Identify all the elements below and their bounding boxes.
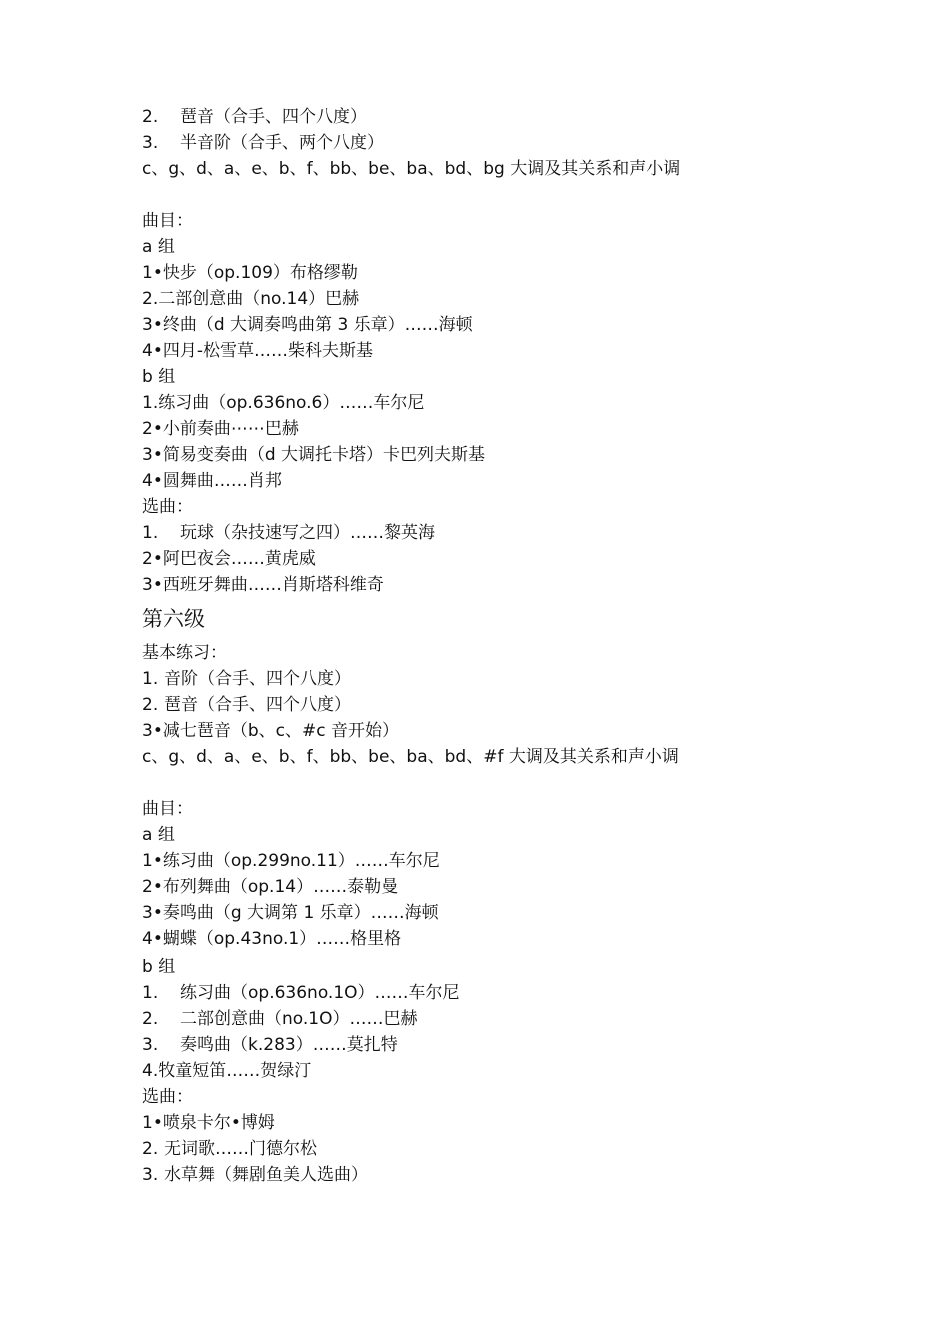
group-b-label: b 组 (142, 367, 176, 387)
document-page (142, 104, 862, 1188)
item-number: 1. (142, 523, 159, 543)
item-text: 练习曲（op.636no.1O）……车尔尼 (180, 983, 460, 1003)
group-a-item: 2.二部创意曲（no.14）巴赫 (142, 289, 360, 309)
group-a-item: 1•快步（op.109）布格缪勒 (142, 263, 358, 283)
item-number: 2. (142, 695, 159, 715)
elective-label: 选曲： (142, 1087, 193, 1107)
keys-line: c、g、d、a、e、b、f、bb、be、ba、bd、bg 大调及其关系和声小调 (142, 159, 681, 179)
group-b-item (142, 1032, 862, 1058)
item-text: 音阶（合手、四个八度） (164, 669, 351, 689)
group-b-item: 4.牧童短笛……贺绿汀 (142, 1061, 312, 1081)
item-number: 2. (142, 1009, 159, 1029)
group-b-item: 4•圆舞曲……肖邦 (142, 471, 282, 491)
item-text: 无词歌……门德尔松 (164, 1139, 317, 1159)
basic-item-2 (142, 104, 862, 130)
repertoire-label: 曲目： (142, 211, 193, 231)
keys-line: c、g、d、a、e、b、f、bb、be、ba、bd、#f 大调及其关系和声小调 (142, 747, 679, 767)
elective-item: 2•阿巴夜会……黄虎威 (142, 549, 316, 569)
item-text: 水草舞（舞剧鱼美人选曲） (164, 1165, 368, 1185)
group-b-label: b 组 (142, 957, 176, 977)
basic-item-3 (142, 130, 862, 156)
item-number: 3. (142, 1035, 159, 1055)
item-number: 2. (142, 107, 159, 127)
group-a-label: a 组 (142, 237, 175, 257)
item-number: 3. (142, 1165, 159, 1185)
basic-item-1 (142, 666, 862, 692)
basic-item-2 (142, 692, 862, 718)
group-a-item: 4•四月-松雪草……柴科夫斯基 (142, 341, 373, 361)
elective-item: 3•西班牙舞曲……肖斯塔科维奇 (142, 575, 384, 595)
item-number: 3. (142, 133, 159, 153)
elective-item (142, 1136, 862, 1162)
group-a-label: a 组 (142, 825, 175, 845)
group-a-item: 4•蝴蝶（op.43no.1）……格里格 (142, 929, 402, 949)
item-number: 1. (142, 983, 159, 1003)
item-text: 琶音（合手、四个八度） (180, 107, 367, 127)
basic-item-3: 3•减七琶音（b、c、#c 音开始） (142, 721, 399, 741)
group-a-item: 2•布列舞曲（op.14）……泰勒曼 (142, 877, 399, 897)
item-text: 奏鸣曲（k.283）……莫扎特 (180, 1035, 398, 1055)
item-text: 琶音（合手、四个八度） (164, 695, 351, 715)
section-title: 第六级 (142, 607, 205, 631)
item-text: 半音阶（合手、两个八度） (180, 133, 384, 153)
item-text: 玩球（杂技速写之四）……黎英海 (180, 523, 435, 543)
elective-item: 1•喷泉卡尔•博姆 (142, 1113, 275, 1133)
group-a-item: 3•奏鸣曲（g 大调第 1 乐章）……海顿 (142, 903, 439, 923)
basic-label: 基本练习： (142, 643, 227, 663)
group-a-item: 1•练习曲（op.299no.11）……车尔尼 (142, 851, 440, 871)
group-b-item: 3•简易变奏曲（d 大调托卡塔）卡巴列夫斯基 (142, 445, 486, 465)
group-b-item (142, 1006, 862, 1032)
group-a-item: 3•终曲（d 大调奏鸣曲第 3 乐章）……海顿 (142, 315, 473, 335)
group-b-item: 2•小前奏曲⋯⋯巴赫 (142, 419, 299, 439)
elective-label: 选曲： (142, 497, 193, 517)
item-text: 二部创意曲（no.1O）……巴赫 (180, 1009, 418, 1029)
elective-item (142, 1162, 862, 1188)
group-b-item (142, 980, 862, 1006)
item-number: 2. (142, 1139, 159, 1159)
elective-item (142, 520, 862, 546)
repertoire-label: 曲目： (142, 799, 193, 819)
item-number: 1. (142, 669, 159, 689)
group-b-item: 1.练习曲（op.636no.6）……车尔尼 (142, 393, 425, 413)
